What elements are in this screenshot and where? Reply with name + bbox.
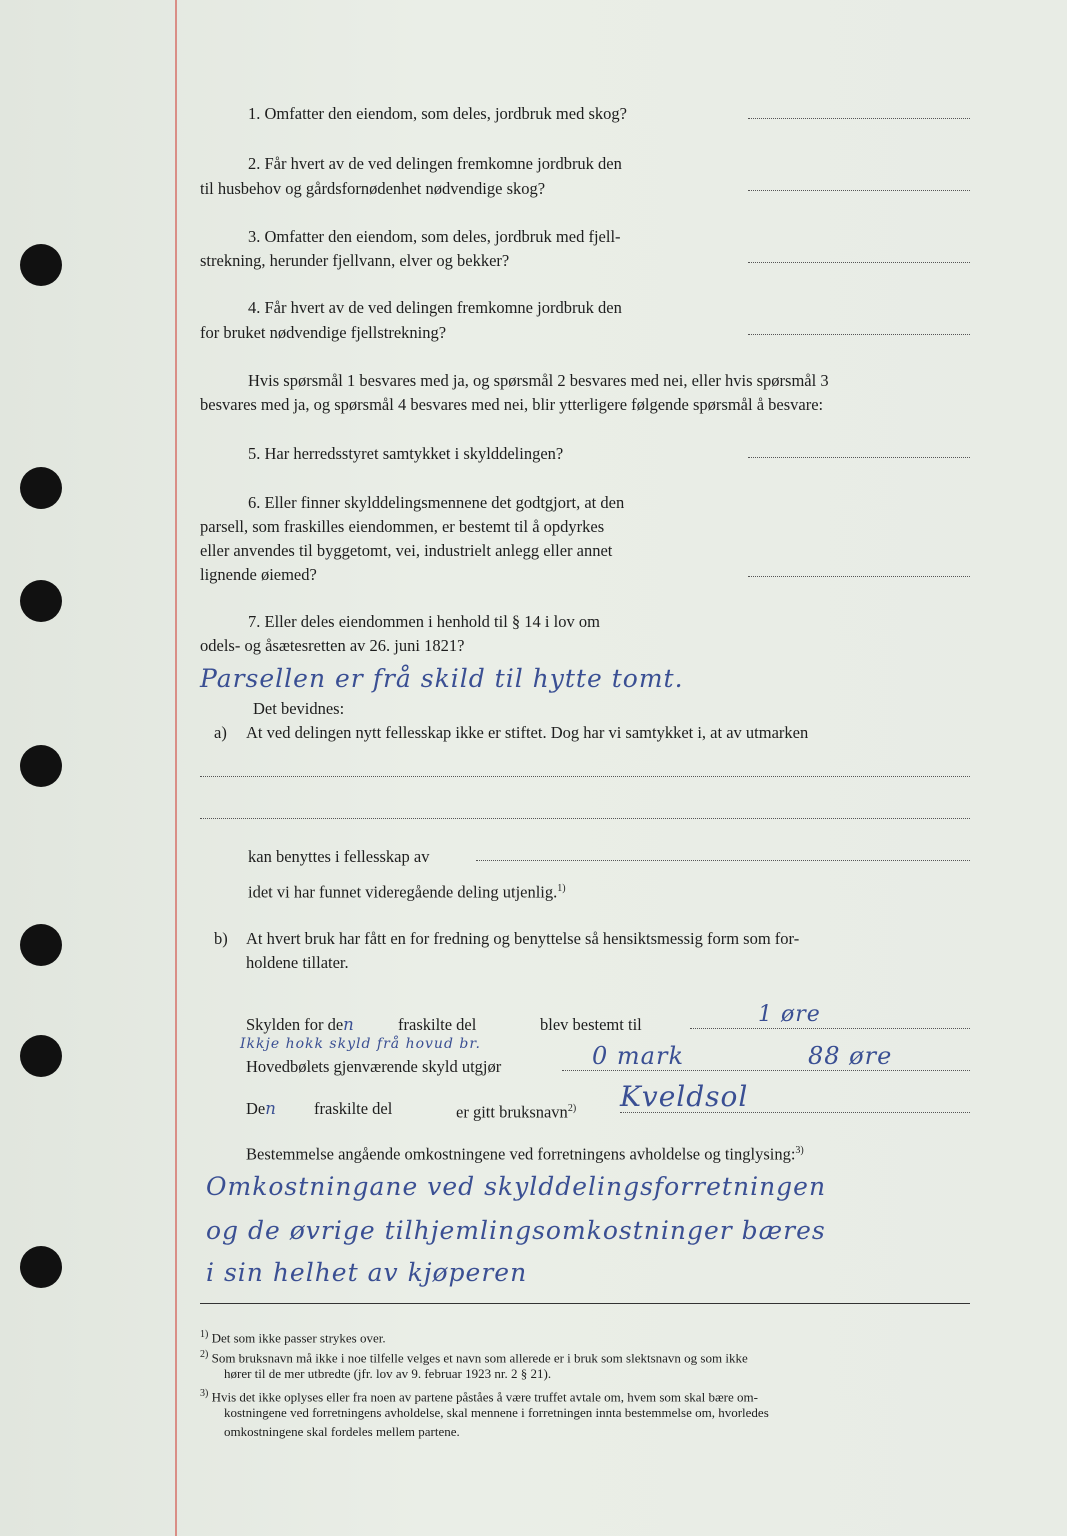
skylden-label: Skylden for den [246, 1015, 354, 1034]
punch-hole-1 [20, 244, 62, 286]
question-4-line-1: 4. Får hvert av de ved delingen fremkomne jordbruk den [248, 298, 622, 317]
question-2-line-1: 2. Får hvert av de ved delingen fremkomne jordbruk den [248, 154, 622, 173]
question-6-line-4: lignende øiemed? [200, 565, 317, 584]
punch-hole-2 [20, 467, 62, 509]
answer-line-1 [748, 118, 970, 119]
handwritten-parcel-note: Parsellen er frå skild til hytte tomt. [200, 664, 684, 693]
skylden-fraskilte: fraskilte del [398, 1015, 477, 1034]
handwritten-cost-line-2: og de øvrige tilhjemlingsomkostninger bæres [206, 1216, 826, 1245]
handwritten-ore: 88 øre [808, 1042, 893, 1070]
question-3-line-2: strekning, herunder fjellvann, elver og bekker? [200, 251, 510, 270]
question-6-line-3: eller anvendes til byggetomt, vei, industrielt anlegg eller annet [200, 541, 613, 560]
question-6-line-2: parsell, som fraskilles eiendommen, er bestemt til å opdyrkes [200, 517, 605, 536]
condition-line-1: Hvis spørsmål 1 besvares med ja, og spørsmål 2 besvares med nei, eller hvis spørsmål 3 [248, 371, 829, 390]
answer-line-4 [748, 334, 970, 335]
footnote-2-line-2: hører til de mer utbredte (jfr. lov av 9. februar 1923 nr. 2 § 21). [224, 1366, 552, 1381]
footnote-3-line-1: $^{3)}$ Hvis det ikke oplyses eller fra noen av partene påståes å være truffet avtale om, hvem som skal bære om- [200, 1388, 758, 1405]
punch-hole-3 [20, 580, 62, 622]
section-a-marker: a) [214, 723, 227, 742]
section-b-line-1: At hvert bruk har fått en for fredning og benyttelse så hensiktsmessig form som for- [246, 929, 800, 948]
answer-line-2 [748, 190, 970, 191]
handwritten-cost-line-3: i sin helhet av kjøperen [206, 1258, 528, 1287]
handwritten-mark: 0 mark [592, 1042, 684, 1070]
question-3-line-1: 3. Omfatter den eiendom, som deles, jordbruk med fjell- [248, 227, 621, 246]
footnote-separator [200, 1303, 970, 1304]
den-fraskilte: fraskilte del [314, 1099, 393, 1118]
section-b-marker: b) [214, 929, 228, 948]
red-margin-line [175, 0, 177, 1536]
handwritten-cost-line-1: Omkostningane ved skylddelingsforretningen [206, 1172, 827, 1201]
question-7-line-1: 7. Eller deles eiendommen i henhold til § 14 i lov om [248, 612, 600, 631]
answer-line-5 [748, 457, 970, 458]
kan-benyttes-label: kan benyttes i fellesskap av [248, 847, 430, 866]
blank-line-fellesskap [476, 860, 970, 861]
footnote-1: $^{1)}$ Det som ikke passer strykes over. [200, 1329, 386, 1346]
skylden-answer-line [690, 1028, 970, 1029]
punch-hole-5 [20, 924, 62, 966]
hovedbol-label: Hovedbølets gjenværende skyld utgjør [246, 1057, 502, 1076]
question-7-line-2: odels- og åsætesretten av 26. juni 1821? [200, 636, 465, 655]
question-6-line-1: 6. Eller finner skylddelingsmennene det godtgjort, at den [248, 493, 625, 512]
den-label: Den [246, 1099, 276, 1118]
punch-hole-7 [20, 1246, 62, 1288]
question-4-line-2: for bruket nødvendige fjellstrekning? [200, 323, 447, 342]
bestemmelse-label: Bestemmelse angående omkostningene ved forretningens avholdelse og tinglysing:$^{3)}$ [246, 1144, 804, 1164]
bevidnes-heading: Det bevidnes: [253, 699, 345, 718]
punch-hole-4 [20, 745, 62, 787]
section-b-line-2: holdene tillater. [246, 953, 349, 972]
handwritten-skyld-value: 1 øre [758, 1002, 821, 1027]
footnote-3-line-3: omkostningene skal fordeles mellem partene. [224, 1424, 460, 1439]
skylden-bestemt: blev bestemt til [540, 1015, 642, 1034]
handwritten-bruksnavn: Kveldsol [620, 1080, 749, 1113]
idet-text: idet vi har funnet videregående deling utjenlig.$^{1)}$ [248, 882, 566, 902]
blank-line-a1 [200, 776, 970, 777]
question-5: 5. Har herredsstyret samtykket i skylddelingen? [248, 444, 564, 463]
den-bruksnavn-label: er gitt bruksnavn$^{2)}$ [456, 1102, 577, 1122]
condition-line-2: besvares med ja, og spørsmål 4 besvares med nei, blir ytterligere følgende spørsmål å besvare: [200, 395, 824, 414]
handwritten-skyld-note: Ikkje hokk skyld frå hovud br. [240, 1036, 481, 1052]
punch-hole-6 [20, 1035, 62, 1077]
footnote-3-line-2: kostningene ved forretningens avholdelse, skal mennene i forretningen innta bestemmelse om, hvorledes [224, 1405, 769, 1420]
answer-line-3 [748, 262, 970, 263]
question-2-line-2: til husbehov og gårdsfornødenhet nødvendige skog? [200, 179, 546, 198]
question-1: 1. Omfatter den eiendom, som deles, jordbruk med skog? [248, 104, 627, 123]
hovedbol-answer-line [562, 1070, 970, 1071]
answer-line-6 [748, 576, 970, 577]
footnote-2-line-1: $^{2)}$ Som bruksnavn må ikke i noe tilfelle velges et navn som allerede er i bruk som slektsnavn og som ikke [200, 1349, 748, 1366]
blank-line-a2 [200, 818, 970, 819]
section-a-text: At ved delingen nytt fellesskap ikke er stiftet. Dog har vi samtykket i, at av utmarken [246, 723, 809, 742]
